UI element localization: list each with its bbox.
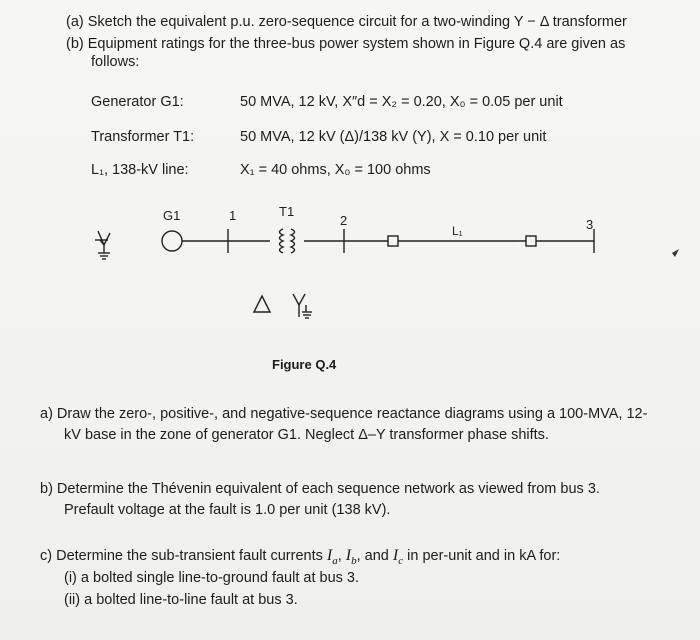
intro-line-b1: (b) Equipment ratings for the three-bus power system shown in Figure Q.4 are given as xyxy=(66,36,626,52)
current-ic-sub: c xyxy=(398,554,404,567)
label-bus1: 1 xyxy=(229,208,237,223)
rating-value-line: X₁ = 40 ohms, X₀ = 100 ohms xyxy=(240,162,431,178)
question-c-part-ii: (ii) a bolted line-to-line fault at bus 3. xyxy=(64,592,298,608)
current-ib-sub: b xyxy=(351,554,357,567)
question-c-part-i: (i) a bolted single line-to-ground fault at bus 3. xyxy=(64,570,360,586)
rating-value-transformer: 50 MVA, 12 kV (Δ)/138 kV (Y), X = 0.10 per unit xyxy=(240,129,547,145)
generator-circle-icon xyxy=(162,231,182,251)
question-b-line2: Prefault voltage at the fault is 1.0 per unit (138 kV). xyxy=(64,502,391,518)
current-ia: I xyxy=(326,547,333,564)
question-c-prefix: c) Determine the sub-transient fault currents xyxy=(40,548,327,564)
label-bus2: 2 xyxy=(340,213,348,228)
label-g1: G1 xyxy=(163,208,181,223)
current-ib: I xyxy=(345,547,352,564)
delta-icon xyxy=(254,296,270,312)
cursor-icon xyxy=(672,249,679,257)
transformer-coil-icon xyxy=(280,229,295,253)
rating-label-transformer: Transformer T1: xyxy=(91,129,195,145)
figure-caption: Figure Q.4 xyxy=(272,357,337,372)
label-bus3: 3 xyxy=(586,217,594,232)
question-c-and: , and xyxy=(356,548,393,564)
question-b-line1: b) Determine the Thévenin equivalent of each sequence network as viewed from bus 3. xyxy=(40,481,600,497)
label-line-l1: L₁ xyxy=(452,224,463,238)
generator-y-ground-icon xyxy=(95,231,110,259)
rating-label-generator: Generator G1: xyxy=(91,94,184,110)
question-a-line1: a) Draw the zero-, positive-, and negative-sequence reactance diagrams using a 100-MVA, 12- xyxy=(40,406,648,422)
question-a-line2: kV base in the zone of generator G1. Neglect Δ–Y transformer phase shifts. xyxy=(64,427,549,443)
line-dot-icon xyxy=(513,240,515,242)
intro-line-b2: follows: xyxy=(91,54,140,70)
label-t1: T1 xyxy=(279,204,295,219)
transformer-y-ground-icon xyxy=(293,294,312,318)
rating-label-line: L₁, 138-kV line: xyxy=(91,162,189,178)
current-ic: I xyxy=(392,547,399,564)
question-c-suffix: in per-unit and in kA for: xyxy=(403,548,561,564)
intro-line-a: (a) Sketch the equivalent p.u. zero-sequence circuit for a two-winding Y − Δ transformer xyxy=(66,14,627,30)
question-c-line1: c) Determine the sub-transient fault currents $I_a$, $I_b$, and $I_c$ in per-unit and in kA for: xyxy=(40,547,561,567)
rating-value-generator: 50 MVA, 12 kV, X″d = X₂ = 0.20, X₀ = 0.05 per unit xyxy=(240,94,563,110)
one-line-diagram xyxy=(0,195,700,365)
current-ia-sub: a xyxy=(332,554,338,567)
